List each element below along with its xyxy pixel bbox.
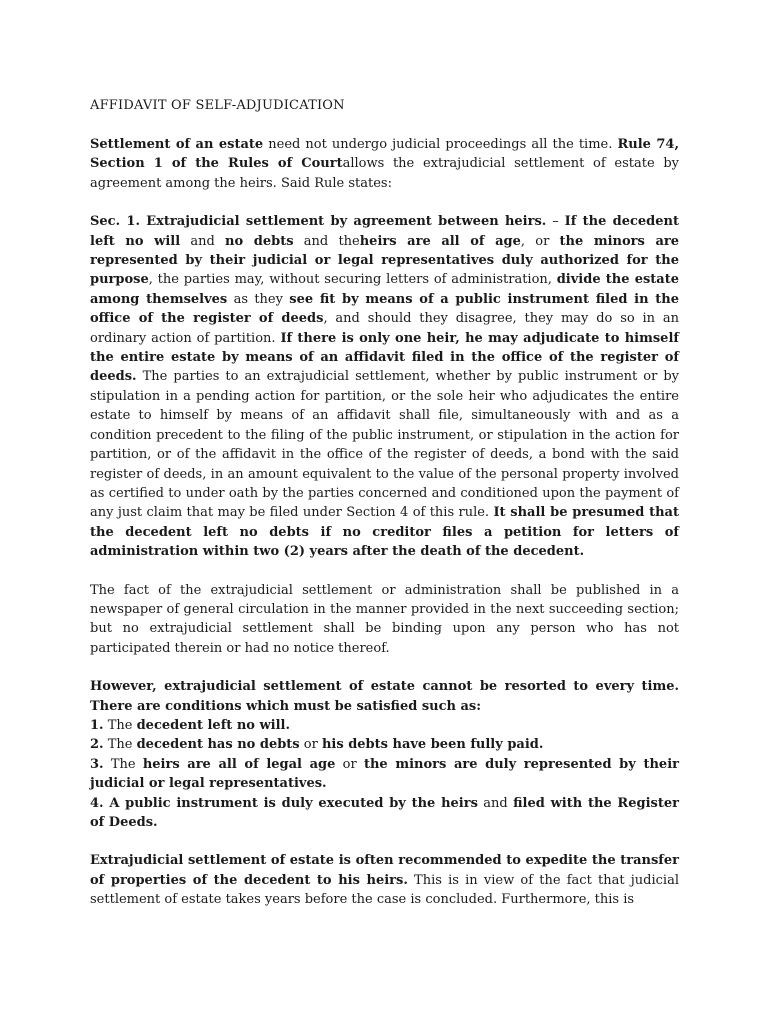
bold-text-run: see fit by means of a public instrument filed in the office of the register of deeds: [90, 291, 680, 327]
bold-text-run: heirs are all of age: [359, 233, 521, 249]
text-run: –: [546, 214, 565, 230]
bold-text-run: If there is only one heir, he may adjudicate to himself the entire estate by means of an affidavit filed in the office of the register of deeds.: [90, 330, 679, 385]
bold-text-run: no debts: [225, 233, 294, 249]
bold-text-run: 1.: [90, 717, 104, 733]
bold-text-run: Sec. 1. Extrajudicial settlement by agreement between heirs.: [90, 214, 547, 230]
text-run: allows the extrajudicial settlement of estate by agreement among the heirs. Said Rule states:: [90, 156, 680, 191]
text-run: , or: [520, 233, 560, 249]
bold-text-run: Extrajudicial settlement of estate is often recommended to expedite the transfer of properties of the decedent to his heirs.: [90, 853, 679, 888]
bold-text-run: 4. A public instrument is duly executed by the heirs: [90, 795, 478, 811]
text-run: , the parties may, without securing letters of administration,: [148, 272, 557, 288]
bold-text-run: decedent has no debts: [136, 737, 300, 753]
closing-paragraph: [90, 851, 679, 909]
text-run: and the: [293, 233, 360, 249]
text-run: and: [477, 795, 514, 811]
bold-text-run: It shall be presumed that the decedent left no debts if no creditor files a petition for letters of administration within two (2) years after the death of the decedent.: [90, 505, 679, 560]
text-run: The: [103, 737, 137, 753]
bold-text-run: 3.: [90, 756, 104, 772]
condition-item: [90, 716, 679, 735]
text-run: as they: [227, 291, 290, 307]
text-run: The parties to an extrajudicial settlement, whether by public instrument or by stipulation in a pending action for partition, or the sole heir who adjudicates the entire estate to himself by means of an affidavit shall file, simultaneously with and as a condition precedent to the filing of the public instrument, or stipulation in the action for partition, or of the affidavit in the office of the register of deeds, a bond with the said register of deeds, in an amount equivalent to the value of the personal property involved as certified to under oath by the parties concerned and conditioned upon the payment of any just claim that may be filed under Section 4 of this rule.: [90, 369, 679, 521]
rule-quote-paragraph: [90, 212, 679, 561]
bold-text-run: Settlement of an estate: [90, 137, 264, 152]
text-run: , and should they disagree, they may do so in an ordinary action of partition.: [90, 311, 679, 346]
text-run: or: [299, 737, 322, 753]
text-run: and: [180, 233, 226, 249]
bold-text-run: decedent left no will.: [136, 717, 290, 733]
text-run: The: [103, 717, 137, 733]
condition-item: [90, 735, 679, 754]
bold-text-run: the minors are duly represented by their judicial or legal representatives.: [90, 756, 679, 792]
intro-paragraph: [90, 135, 679, 193]
bold-text-run: heirs are all of legal age: [142, 756, 336, 772]
bold-text-run: the minors are represented by their judicial or legal representatives duly authorized for the purpose: [90, 233, 679, 288]
document-title: AFFIDAVIT OF SELF-ADJUDICATION: [90, 98, 345, 113]
publication-paragraph: [90, 581, 679, 659]
condition-item: [90, 755, 679, 794]
text-run: or: [335, 756, 364, 772]
bold-text-run: filed with the Register of Deeds.: [90, 795, 679, 830]
condition-item: [90, 794, 679, 833]
bold-text-run: However, extrajudicial settlement of estate cannot be resorted to every time. There are conditions which must be satisfied such as:: [90, 679, 679, 714]
bold-text-run: his debts have been fully paid.: [321, 737, 544, 753]
conditions-section: [90, 677, 679, 832]
bold-text-run: Rule 74, Section 1 of the Rules of Court: [90, 137, 679, 172]
text-run: This is in view of the fact that judicial settlement of estate takes years before the case is concluded. Furthermore, this is: [90, 872, 679, 908]
text-run: need not undergo judicial proceedings all the time.: [263, 137, 618, 152]
text-run: The fact of the extrajudicial settlement or administration shall be published in a newspaper of general circulation in the manner provided in the next succeeding section; but no extrajudicial settlement shall be binding upon any person who has not participated therein or had no notice thereof.: [90, 582, 679, 656]
bold-text-run: If the decedent left no will: [90, 214, 680, 249]
conditions-intro: [90, 677, 679, 716]
text-run: The: [103, 756, 143, 772]
bold-text-run: 2.: [90, 737, 104, 753]
bold-text-run: divide the estate among themselves: [90, 272, 679, 307]
